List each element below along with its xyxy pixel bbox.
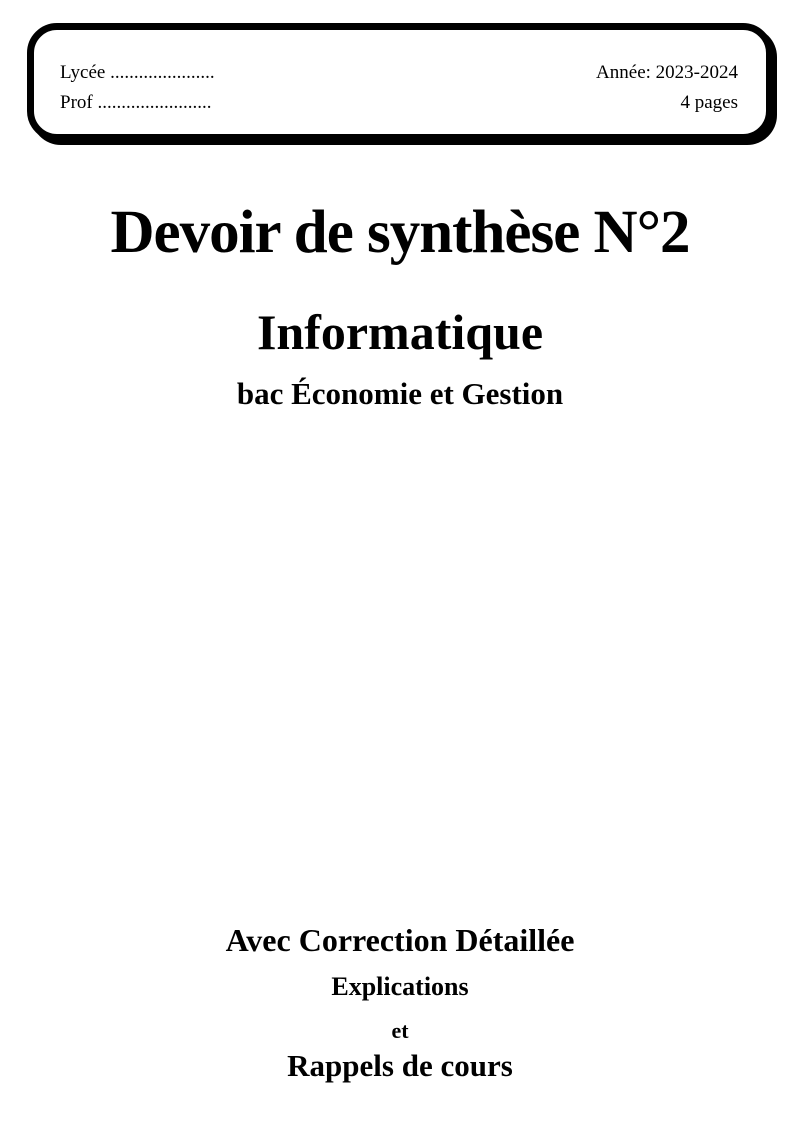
subject-title: Informatique: [256, 304, 544, 360]
footer-explications-label: Explications: [331, 972, 469, 1001]
lycee-fill-in-field: Lycée ......................: [60, 62, 215, 83]
section-title: bac Économie et Gestion: [236, 376, 564, 411]
header-row-1: [60, 58, 738, 88]
header-row-2: [60, 88, 738, 118]
footer-et-label: et: [391, 1018, 409, 1043]
header-info-box: [27, 23, 773, 141]
page-count-label: 4 pages: [680, 92, 738, 113]
school-year-label: Année: 2023-2024: [596, 62, 738, 83]
document-title: Devoir de synthèse N°2: [110, 199, 690, 266]
prof-fill-in-field: Prof ........................: [60, 92, 212, 113]
footer-rappels-label: Rappels de cours: [287, 1048, 513, 1083]
footer-correction-label: Avec Correction Détaillée: [225, 922, 575, 958]
